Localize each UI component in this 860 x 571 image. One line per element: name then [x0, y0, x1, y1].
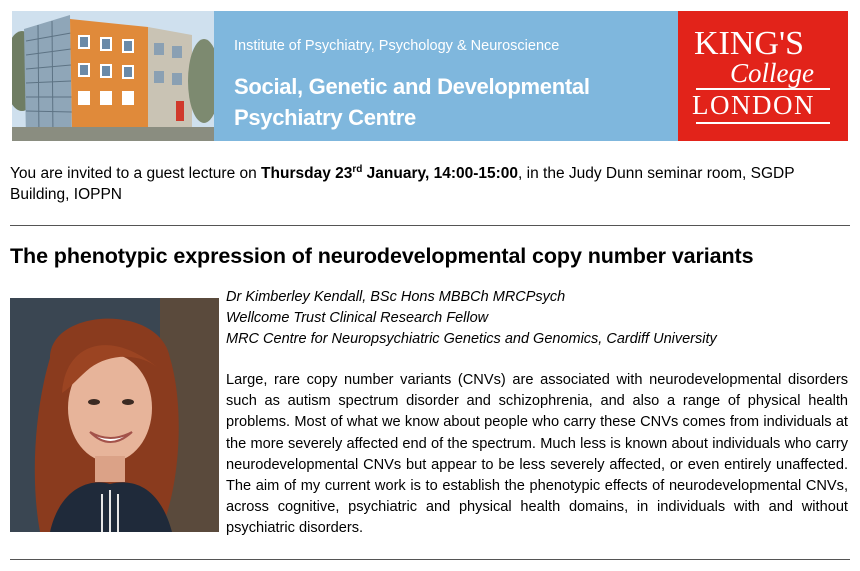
- centre-name-line1: Social, Genetic and Developmental: [234, 74, 590, 99]
- speaker-photo: [10, 298, 219, 532]
- invitation-text: [10, 163, 846, 205]
- speaker-name: Dr Kimberley Kendall, BSc Hons MBBCh MRCPsych: [226, 289, 566, 305]
- logo-london: LONDON: [692, 90, 815, 120]
- lecture-title: The phenotypic expression of neurodevelopmental copy number variants: [10, 244, 754, 268]
- date-rest: January, 14:00-15:00: [362, 165, 519, 182]
- lecture-abstract: Large, rare copy number variants (CNVs) are associated with neurodevelopmental disorders such as autism spectrum disorder and schizophrenia, and also a range of physical health problems. Most of what we know about people who carry these CNVs comes from individuals at the more severely affected end of the spectrum. Much less is known about individuals who carry neurodevelopmental CNVs but appear to be less severely affected, or even entirely unaffected. The aim of my current work is to establish the phenotypic effects of neurodevelopmental CNVs, across cognitive, psychiatric and physical health domains, in individuals with and without psychiatric disorders.: [226, 372, 848, 537]
- logo-college: College: [730, 58, 814, 88]
- divider: [10, 225, 850, 226]
- header-banner: [12, 11, 848, 141]
- speaker-role: Wellcome Trust Clinical Research Fellow: [226, 310, 489, 326]
- date-day: Thursday 23: [261, 165, 353, 182]
- invitation-suffix: , in the Judy Dunn seminar room, SGDP Building, IOPPN: [10, 165, 795, 203]
- divider: [10, 559, 850, 560]
- banner-text: [224, 11, 674, 141]
- logo-rule: [696, 122, 830, 124]
- logo-kings: KING'S: [694, 25, 805, 62]
- invitation-prefix: You are invited to a guest lecture on: [10, 165, 262, 182]
- building-photo: [12, 11, 214, 141]
- invitation-date: [261, 165, 518, 182]
- institute-name: Institute of Psychiatry, Psychology & Neuroscience: [234, 38, 560, 54]
- centre-name-line2: Psychiatry Centre: [234, 105, 416, 130]
- date-suffix: rd: [352, 163, 363, 175]
- kings-college-logo: [678, 11, 848, 141]
- speaker-affiliation: MRC Centre for Neuropsychiatric Genetics and Genomics, Cardiff University: [226, 331, 717, 347]
- centre-name: [234, 71, 590, 133]
- speaker-details: [226, 287, 717, 350]
